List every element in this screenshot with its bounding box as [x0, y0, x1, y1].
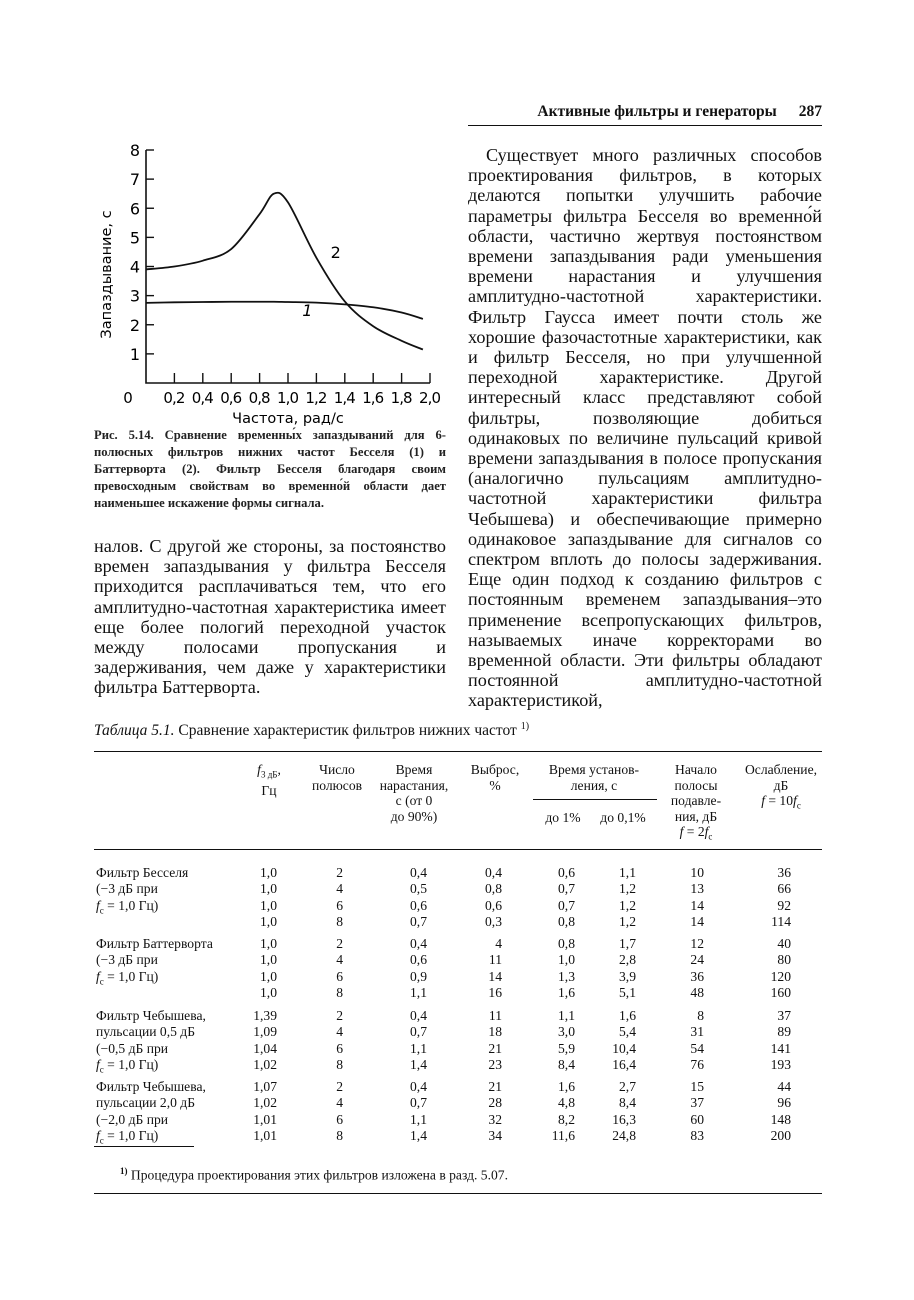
table-cell: 1,0 — [260, 865, 277, 880]
table-cell: 32 — [488, 1111, 502, 1127]
x-tick-label: 0,2 — [163, 389, 186, 407]
table-cell: 0,9 — [410, 968, 427, 984]
table-cell: 34 — [488, 1127, 502, 1143]
body-left-column — [94, 536, 446, 698]
table-cell: 31 — [690, 1024, 704, 1040]
table-cell: 2 — [336, 1008, 343, 1023]
table-cell: 11,6 — [551, 1127, 575, 1143]
table-cell: 0,7 — [558, 881, 575, 897]
table-cell: 120 — [770, 968, 791, 984]
table-cell: 1,6 — [558, 984, 575, 1000]
y-tick-label: 4 — [129, 257, 140, 277]
table-cell: 21 — [488, 1040, 502, 1056]
table-footnote-mark: 1) — [520, 721, 530, 732]
header-overshoot: Выброс, % — [470, 762, 520, 793]
table-cell: 66 — [777, 881, 791, 897]
table-cell: 5,4 — [619, 1024, 636, 1040]
table-cell: 1,0 — [260, 952, 277, 968]
table-cell: 37 — [777, 1008, 791, 1023]
table-cell: 24,8 — [612, 1127, 636, 1143]
x-tick-label: 1,2 — [305, 389, 328, 407]
y-tick-label: 3 — [129, 286, 140, 306]
running-title: Активные фильтры и генераторы — [537, 103, 777, 120]
header-attenuation: Ослабление, дБ $f = 10f_с$ — [744, 762, 818, 811]
row-group-label: Фильтр Чебышева, — [96, 1079, 206, 1094]
table-cell: 92 — [777, 897, 791, 913]
x-tick-label: 1,8 — [390, 389, 413, 407]
table-cell: 8,2 — [558, 1111, 575, 1127]
table-cell: 1,1 — [619, 865, 636, 880]
table-cell: 1,07 — [253, 1079, 277, 1094]
table-cell: 16,3 — [612, 1111, 636, 1127]
header-rise-time: Время нарастания, с (от 0 до 90%) — [379, 762, 449, 824]
table-cell: 8,4 — [558, 1056, 575, 1072]
table-cell: 1,2 — [619, 897, 636, 913]
table-cell: 193 — [770, 1056, 791, 1072]
row-group-label: Фильтр Баттерворта — [96, 936, 213, 951]
row-group-label: $f_с = 1,0$ Гц) — [96, 897, 159, 916]
table-cell: 11 — [488, 952, 502, 968]
table-cell: 11 — [488, 1008, 502, 1023]
table-cell: 89 — [777, 1024, 791, 1040]
table-cell: 0,7 — [410, 1095, 427, 1111]
running-header — [468, 103, 822, 126]
table-cell: 3,0 — [558, 1024, 575, 1040]
x-tick-label: 0,4 — [191, 389, 214, 407]
settling-subheader-rule — [533, 799, 657, 800]
table-cell: 1,02 — [253, 1056, 277, 1072]
table-cell: 1,2 — [619, 913, 636, 929]
table-cell: 60 — [690, 1111, 704, 1127]
chart-canvas — [98, 138, 448, 428]
table-cell: 1,4 — [410, 1127, 427, 1143]
table-cell: 3,9 — [619, 968, 636, 984]
table-cell: 1,7 — [619, 936, 636, 951]
table-cell: 4 — [495, 936, 502, 951]
table-cell: 2,8 — [619, 952, 636, 968]
table-cell: 10 — [690, 865, 704, 880]
table-cell: 1,6 — [619, 1008, 636, 1023]
table-cell: 0,7 — [558, 897, 575, 913]
footnote-mark: 1) — [120, 1166, 128, 1176]
x-tick-label: 0,8 — [248, 389, 271, 407]
body-right-column — [468, 145, 822, 711]
table-cell: 0,4 — [485, 865, 502, 880]
page-number: 287 — [798, 103, 822, 120]
table-cell: 6 — [336, 1040, 343, 1056]
table-cell: 5,1 — [619, 984, 636, 1000]
table-cell: 1,09 — [253, 1024, 277, 1040]
table-cell: 28 — [488, 1095, 502, 1111]
table-label: Таблица 5.1. — [94, 722, 175, 740]
header-stopband: Начало полосы подавле- ния, дБ $f = 2f_с$ — [670, 762, 722, 843]
table-cell: 48 — [690, 984, 704, 1000]
header-settling-1: до 1% — [545, 810, 581, 825]
page-bottom-rule — [94, 1193, 822, 1194]
x-tick-label: 2,0 — [419, 389, 441, 407]
table-cell: 18 — [488, 1024, 502, 1040]
series-1-line — [146, 302, 423, 319]
table-cell: 24 — [690, 952, 704, 968]
table-cell: 6 — [336, 897, 343, 913]
table-cell: 1,1 — [410, 1040, 427, 1056]
table-cell: 4 — [336, 1095, 343, 1111]
table-cell: 1,0 — [260, 881, 277, 897]
table-cell: 0,4 — [410, 936, 427, 951]
table-cell: 83 — [690, 1127, 704, 1143]
curve-label-1: 1 — [302, 301, 313, 321]
table-cell: 148 — [770, 1111, 791, 1127]
table-cell: 0,6 — [558, 865, 575, 880]
table-cell: 16,4 — [612, 1056, 636, 1072]
table-cell: 23 — [488, 1056, 502, 1072]
row-group-label: $f_с = 1,0$ Гц) — [96, 1127, 159, 1146]
row-group-label: (−3 дБ при — [96, 881, 158, 897]
row-group-label: пульсации 0,5 дБ — [96, 1024, 196, 1040]
y-tick-label: 2 — [129, 315, 140, 335]
table-cell: 1,01 — [253, 1127, 277, 1143]
table-cell: 0,7 — [410, 913, 427, 929]
table-cell: 6 — [336, 1111, 343, 1127]
row-group-label: $f_с = 1,0$ Гц) — [96, 968, 159, 987]
table-cell: 1,0 — [260, 936, 277, 951]
table-cell: 14 — [690, 897, 704, 913]
table-cell: 14 — [690, 913, 704, 929]
table-cell: 1,0 — [260, 913, 277, 929]
table-cell: 16 — [488, 984, 502, 1000]
table-cell: 36 — [777, 865, 791, 880]
table-cell: 0,6 — [410, 897, 427, 913]
table-cell: 37 — [690, 1095, 704, 1111]
row-group-label: пульсации 2,0 дБ — [96, 1095, 196, 1111]
table-cell: 141 — [770, 1040, 791, 1056]
table-cell: 2 — [336, 865, 343, 880]
chart-axes — [146, 150, 430, 383]
table-cell: 1,1 — [558, 1008, 575, 1023]
table-cell: 1,4 — [410, 1056, 427, 1072]
table-cell: 10,4 — [612, 1040, 636, 1056]
table-cell: 200 — [770, 1127, 791, 1143]
curve-label-2: 2 — [330, 242, 341, 262]
table-cell: 21 — [488, 1079, 502, 1094]
y-axis-label: Запаздывание, с — [99, 210, 115, 339]
y-tick-label: 6 — [129, 199, 140, 219]
table-cell: 76 — [690, 1056, 704, 1072]
table-cell: 1,01 — [253, 1111, 277, 1127]
table-cell: 0,3 — [485, 913, 502, 929]
table-cell: 96 — [777, 1095, 791, 1111]
table-cell: 8 — [336, 1127, 343, 1143]
table-title — [94, 721, 529, 740]
x-tick-label: 1,0 — [277, 389, 299, 407]
table-cell: 40 — [777, 936, 791, 951]
y-tick-label: 1 — [129, 344, 140, 364]
table-cell: 8 — [336, 1056, 343, 1072]
footnote-text: Процедура проектирования этих фильтров изложена в разд. 5.07. — [130, 1167, 508, 1183]
x-axis-label: Частота, рад/с — [232, 411, 344, 427]
table-cell: 0,7 — [410, 1024, 427, 1040]
table-cell: 36 — [690, 968, 704, 984]
table-cell: 8 — [336, 913, 343, 929]
table-cell: 1,0 — [260, 897, 277, 913]
table-cell: 0,4 — [410, 1008, 427, 1023]
table-cell: 1,0 — [558, 952, 575, 968]
footnote-separator — [94, 1146, 194, 1147]
table-cell: 44 — [777, 1079, 791, 1094]
table-cell: 1,0 — [260, 968, 277, 984]
table-cell: 8 — [336, 984, 343, 1000]
table-cell: 2,7 — [619, 1079, 636, 1094]
table-cell: 1,04 — [253, 1040, 277, 1056]
table-top-rule — [94, 751, 822, 752]
y-tick-label: 8 — [129, 141, 140, 160]
table-cell: 13 — [690, 881, 704, 897]
table-cell: 54 — [690, 1040, 704, 1056]
series-2-line — [146, 193, 423, 350]
table-cell: 0,6 — [410, 952, 427, 968]
right-paragraph: Существует много различных способов проектирования фильтров, в которых делаются попытки улучшить рабочие параметры фильтра Бесселя во временно́й области, частично жертвуя постоянством времени запаздывания ради уменьшения времени нарастания и улучшения амплитудно-частотной характеристики. Фильтр Гаусса имеет почти столь же хорошие фазочастотные характеристики, как и фильтр Бесселя, но при улучшенной переходной характеристике. Другой интересный класс представляют собой фильтры, позволяющие добиться одинаковых по величине пульсаций кривой времени запаздывания в полосе пропускания (аналогично пульсациям амплитудно-частотной характеристики фильтра Чебышева) и обеспечивающие примерно одинаковое запаздывание для сигналов со спектром вплоть до полосы задерживания. Еще один подход к созданию фильтров с постоянным временем запаздывания–это применение всепропускающих фильтров, называемых иначе корректорами во временной области. Эти фильтры обладают постоянной амплитудно-частотной характеристикой, — [468, 145, 822, 711]
x-tick-label: 1,6 — [362, 389, 385, 407]
table-cell: 1,1 — [410, 1111, 427, 1127]
table-cell: 0,6 — [485, 897, 502, 913]
header-settling: Время установ- ления, с — [548, 762, 640, 793]
table-cell: 15 — [690, 1079, 704, 1094]
table-cell: 5,9 — [558, 1040, 575, 1056]
table-cell: 6 — [336, 968, 343, 984]
table-cell: 160 — [770, 984, 791, 1000]
table-cell: 2 — [336, 1079, 343, 1094]
table-cell: 1,3 — [558, 968, 575, 984]
footnote — [120, 1166, 508, 1184]
table-cell: 0,4 — [410, 1079, 427, 1094]
row-group-label: Фильтр Бесселя — [96, 865, 189, 880]
header-settling-01: до 0,1% — [600, 810, 646, 825]
row-group-label: $f_с = 1,0$ Гц) — [96, 1056, 159, 1075]
row-group-label: (−0,5 дБ при — [96, 1040, 169, 1056]
table-cell: 1,1 — [410, 984, 427, 1000]
table-cell: 114 — [771, 913, 791, 929]
table-cell: 0,4 — [410, 865, 427, 880]
header-poles: Число полюсов — [311, 762, 363, 793]
table-cell: 4 — [336, 952, 343, 968]
left-paragraph: налов. С другой же стороны, за постоянство времен запаздывания у фильтра Бесселя приходится расплачиваться тем, что его амплитудно-частотная характеристика имеет еще более пологий переходной участок между полосами пропускания и задерживания, чем даже у характеристики фильтра Баттерворта. — [94, 536, 446, 698]
x-tick-label: 0,6 — [220, 389, 243, 407]
table-header-rule — [94, 849, 822, 850]
table-cell: 2 — [336, 936, 343, 951]
table-cell: 8,4 — [619, 1095, 636, 1111]
figure-caption: Рис. 5.14. Сравнение временны́х запаздываний для 6-полюсных фильтров нижних частот Бесселя (1) и Баттерворта (2). Фильтр Бесселя благодаря своим превосходным свойствам во временно́й области дает наименьшее искажение формы сигнала. — [94, 428, 446, 510]
table-cell: 0,8 — [485, 881, 502, 897]
x-tick-label: 0 — [123, 389, 133, 407]
table-cell: 4 — [336, 1024, 343, 1040]
row-group-label: (−2,0 дБ при — [96, 1111, 169, 1127]
table-cell: 1,39 — [253, 1008, 277, 1023]
table-cell: 1,02 — [253, 1095, 277, 1111]
table-cell: 1,2 — [619, 881, 636, 897]
x-tick-label: 1,4 — [333, 389, 356, 407]
table-cell: 4 — [336, 881, 343, 897]
table-cell: 8 — [697, 1008, 704, 1023]
table-cell: 0,8 — [558, 936, 575, 951]
y-tick-label: 7 — [129, 170, 140, 190]
table-cell: 4,8 — [558, 1095, 575, 1111]
table-cell: 0,8 — [558, 913, 575, 929]
table-cell: 12 — [690, 936, 704, 951]
table-caption: Сравнение характеристик фильтров нижних частот — [178, 722, 517, 740]
y-tick-label: 5 — [129, 228, 140, 248]
table-cell: 1,6 — [558, 1079, 575, 1094]
row-group-label: Фильтр Чебышева, — [96, 1008, 206, 1023]
header-f3db: $f_{3 дБ}$, Гц — [257, 762, 281, 799]
table-cell: 1,0 — [260, 984, 277, 1000]
delay-chart — [98, 138, 448, 428]
table-cell: 0,5 — [410, 881, 427, 897]
row-group-label: (−3 дБ при — [96, 952, 158, 968]
table-cell: 14 — [488, 968, 502, 984]
table-cell: 80 — [777, 952, 791, 968]
